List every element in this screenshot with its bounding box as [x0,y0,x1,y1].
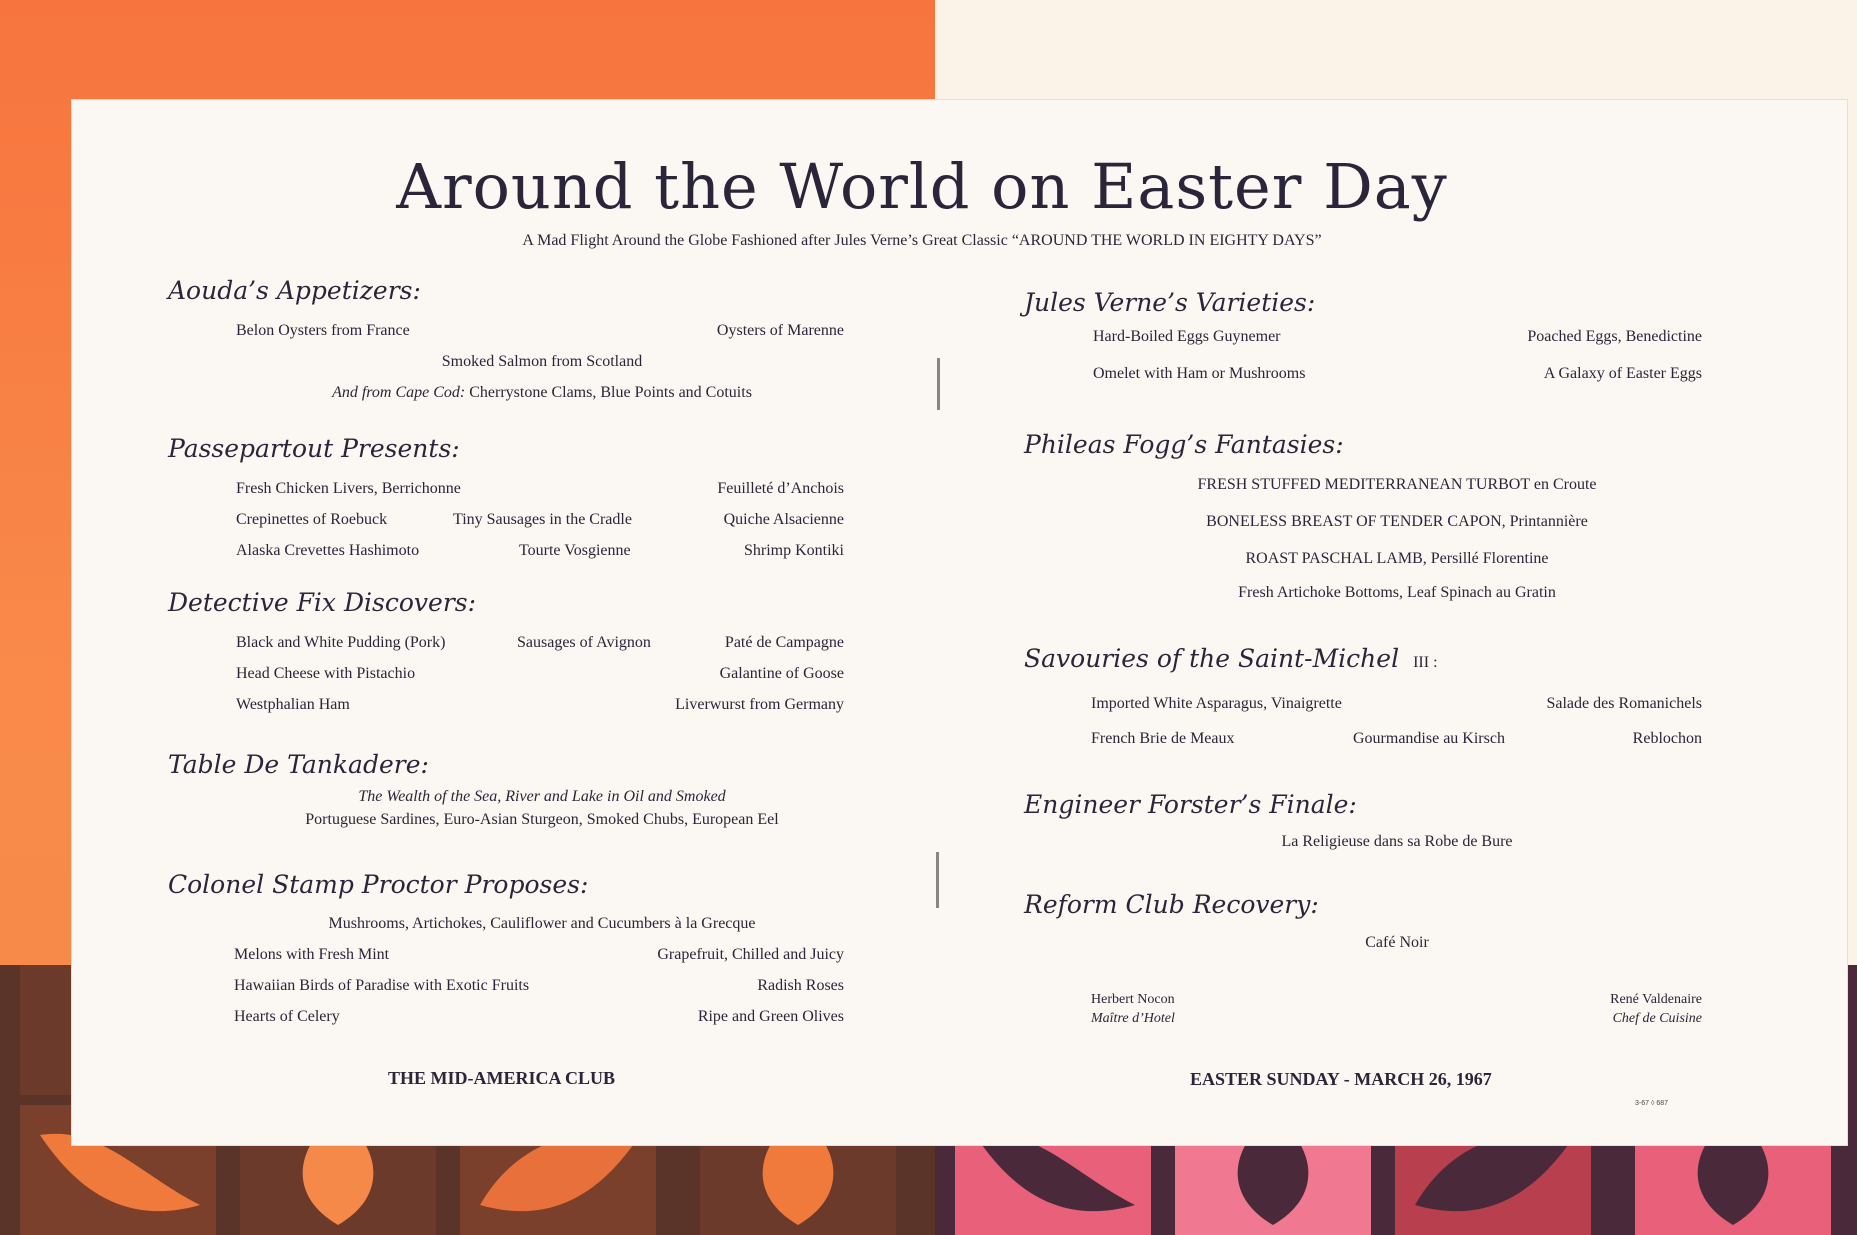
club-name: THE MID-AMERICA CLUB [388,1068,616,1088]
menu-item: Smoked Salmon from Scotland [441,353,643,370]
menu-item-main: ROAST PASCHAL LAMB, [1245,550,1427,567]
section-heading-savouries [1024,644,1438,673]
menu-item: Tiny Sausages in the Cradle [453,511,632,528]
menu-item: Café Noir [1365,934,1429,951]
menu-item: Westphalian Ham [236,696,350,713]
menu-item-main: FRESH STUFFED MEDITERRANEAN TURBOT [1197,476,1530,493]
menu-item: Head Cheese with Pistachio [236,665,416,682]
menu-item-main: BONELESS BREAST OF TENDER CAPON, [1206,513,1506,530]
menu-title: Around the World on Easter Day [396,150,1448,223]
staple-mark [936,852,939,908]
menu-item-suffix: Persillé Florentine [1426,550,1549,567]
menu-item-lead: And from Cape Cod: [332,384,466,401]
menu-item: Hearts of Celery [234,1008,340,1025]
menu-item: Reblochon [1632,730,1702,747]
menu-item: Mushrooms, Artichokes, Cauliflower and Cucumbers à la Grecque [328,915,756,932]
staple-mark [937,358,940,410]
menu-item: Fresh Chicken Livers, Berrichonne [236,480,461,497]
menu-item: Portuguese Sardines, Euro-Asian Sturgeon, Smoked Chubs, European Eel [305,811,779,828]
menu-item: Melons with Fresh Mint [234,946,390,963]
menu-item: Fresh Artichoke Bottoms, Leaf Spinach au Gratin [1238,584,1556,601]
menu-item: Crepinettes of Roebuck [236,511,388,528]
section-heading-passepartout: Passepartout Presents: [168,434,460,463]
menu-item: Ripe and Green Olives [697,1008,844,1025]
menu-item: Black and White Pudding (Pork) [236,634,446,651]
menu-item: Imported White Asparagus, Vinaigrette [1091,695,1342,712]
section-heading-appetizers: Aouda’s Appetizers: [168,276,421,305]
menu-date: EASTER SUNDAY - MARCH 26, 1967 [1190,1069,1492,1089]
menu-item: Grapefruit, Chilled and Juicy [657,946,844,963]
menu-item [1072,476,1722,494]
menu-item: The Wealth of the Sea, River and Lake in Oil and Smoked [358,788,726,805]
menu-item: Hawaiian Birds of Paradise with Exotic Fruits [234,977,530,994]
menu-item [1072,513,1722,531]
print-code: 3-67 ◊ 687 [1635,1100,1669,1107]
maitre-role: Maître d’Hotel [1091,1011,1175,1026]
menu-item: Paté de Campagne [724,634,844,651]
maitre-name: Herbert Nocon [1091,992,1175,1007]
section-heading-reform: Reform Club Recovery: [1024,890,1319,919]
menu-item: Galantine of Goose [719,665,844,682]
menu-item: Sausages of Avignon [517,634,651,651]
menu-item: Poached Eggs, Benedictine [1527,328,1702,345]
menu-item-rest: Cherrystone Clams, Blue Points and Cotuits [465,384,752,401]
menu-item: Hard-Boiled Eggs Guynemer [1093,328,1281,345]
menu-item: Salade des Romanichels [1546,695,1702,712]
menu-item-suffix: Printannière [1505,513,1588,530]
menu-item: Liverwurst from Germany [675,696,844,713]
menu-item: Alaska Crevettes Hashimoto [236,542,420,559]
menu-item: Shrimp Kontiki [743,542,844,559]
section-heading-engineer: Engineer Forster’s Finale: [1024,790,1357,819]
menu-item: Omelet with Ham or Mushrooms [1093,365,1306,382]
chef-role: Chef de Cuisine [1612,1011,1702,1026]
section-heading-jules: Jules Verne’s Varieties: [1024,288,1316,317]
menu-item: Gourmandise au Kirsch [1353,730,1505,747]
section-heading-text: Savouries of the Saint-Michel [1024,644,1400,673]
section-heading-table: Table De Tankadere: [168,750,429,779]
section-heading-suffix: III : [1413,654,1438,671]
menu-item: Tourte Vosgienne [519,542,631,559]
menu-sheet [72,100,1847,1145]
menu-item: La Religieuse dans sa Robe de Bure [1281,833,1513,850]
menu-item [232,384,852,402]
menu-item: Feuilleté d’Anchois [717,480,844,497]
menu-item: Radish Roses [757,977,844,994]
section-heading-detective: Detective Fix Discovers: [168,588,477,617]
menu-item: French Brie de Meaux [1091,730,1235,747]
menu-item-suffix: en Croute [1529,476,1597,493]
menu-item: Belon Oysters from France [236,322,410,339]
section-heading-colonel: Colonel Stamp Proctor Proposes: [168,870,589,899]
menu-subtitle: A Mad Flight Around the Globe Fashioned after Jules Verne’s Great Classic “AROUND THE WORLD IN EIGHTY DAYS” [522,232,1322,249]
menu-item: Oysters of Marenne [716,322,844,339]
menu-item [1072,550,1722,568]
menu-item: Quiche Alsacienne [723,511,844,528]
section-heading-phileas: Phileas Fogg’s Fantasies: [1024,430,1344,459]
menu-item: A Galaxy of Easter Eggs [1543,365,1702,382]
chef-name: René Valdenaire [1610,992,1702,1007]
